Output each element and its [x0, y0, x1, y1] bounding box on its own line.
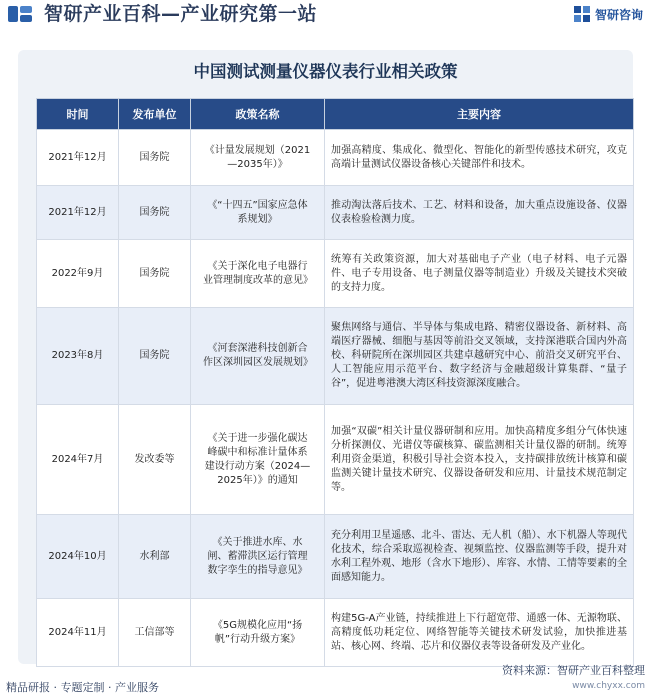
column-header-unit: 发布单位: [119, 99, 191, 130]
source-note: 资料来源：智研产业百科整理: [502, 664, 645, 677]
site-title: 智研产业百科—产业研究第一站: [44, 3, 318, 25]
footer-slogan: 精品研报 · 专题定制 · 产业服务: [6, 681, 159, 694]
cell-policy-name: 《关于推进水库、水闸、蓄滞洪区运行管理数字孪生的指导意见》: [191, 515, 325, 599]
logo-icon: [6, 3, 36, 25]
column-header-date: 时间: [37, 99, 119, 130]
cell-policy-name: 《计量发展规划（2021—2035年）》: [191, 130, 325, 186]
table-header-row: [37, 99, 634, 130]
cell-date: 2021年12月: [37, 186, 119, 240]
cell-unit: 国务院: [119, 240, 191, 308]
column-header-content: 主要内容: [325, 99, 634, 130]
brand-logo-icon: [573, 5, 591, 23]
cell-content: 聚焦网络与通信、半导体与集成电路、精密仪器设备、新材料、高端医疗器械、细胞与基因等前沿交叉领域，支持深港联合国内外高校、科研院所在深圳园区共建卓越研究中心、前沿交叉研究平台、人工智能应用示范平台、数字经济与金融超级计算集群、“量子谷”，促进粤港澳大湾区科技资源深度融合。: [325, 308, 634, 405]
cell-date: 2022年9月: [37, 240, 119, 308]
cell-content: 加强高精度、集成化、微型化、智能化的新型传感技术研究，攻克高端计量测试仪器设备核心关键部件和技术。: [325, 130, 634, 186]
cell-date: 2023年8月: [37, 308, 119, 405]
top-bar: [0, 0, 651, 28]
cell-unit: 国务院: [119, 308, 191, 405]
brand[interactable]: [573, 4, 643, 24]
cell-policy-name: 《河套深港科技创新合作区深圳园区发展规划》: [191, 308, 325, 405]
table-row: [37, 240, 634, 308]
cell-unit: 发改委等: [119, 405, 191, 515]
cell-unit: 工信部等: [119, 599, 191, 667]
table-row: [37, 130, 634, 186]
cell-policy-name: 《关于进一步强化碳达峰碳中和标准计量体系建设行动方案（2024—2025年）》的通知: [191, 405, 325, 515]
page-title: 中国测试测量仪器仪表行业相关政策: [193, 62, 458, 81]
table-row: [37, 186, 634, 240]
column-header-name: 政策名称: [191, 99, 325, 130]
cell-date: 2021年12月: [37, 130, 119, 186]
cell-date: 2024年7月: [37, 405, 119, 515]
cell-unit: 国务院: [119, 186, 191, 240]
cell-policy-name: 《“十四五”国家应急体系规划》: [191, 186, 325, 240]
policy-table: [36, 98, 634, 667]
table-row: [37, 599, 634, 667]
cell-policy-name: 《5G规模化应用“扬帆”行动升级方案》: [191, 599, 325, 667]
footer-url[interactable]: www.chyxx.com: [572, 681, 645, 691]
cell-policy-name: 《关于深化电子电器行业管理制度改革的意见》: [191, 240, 325, 308]
table-row: [37, 308, 634, 405]
cell-unit: 水利部: [119, 515, 191, 599]
table-row: [37, 405, 634, 515]
cell-content: 构建5G-A产业链，持续推进上下行超宽带、通感一体、无源物联、高精度低功耗定位、网络智能等关键技术研发试验，加快推进基站、核心网、终端、芯片和仪器仪表等设备研发及产业化。: [325, 599, 634, 667]
cell-unit: 国务院: [119, 130, 191, 186]
cell-date: 2024年11月: [37, 599, 119, 667]
cell-content: 统筹有关政策资源，加大对基础电子产业（电子材料、电子元器件、电子专用设备、电子测量仪器等制造业）升级及关键技术突破的支持力度。: [325, 240, 634, 308]
cell-content: 充分利用卫星遥感、北斗、雷达、无人机（船）、水下机器人等现代化技术，综合采取巡视检查、视频监控、仪器监测等手段，提升对水利工程外观、地形（含水下地形）、库容、水情、工情等要素的全面感知能力。: [325, 515, 634, 599]
cell-date: 2024年10月: [37, 515, 119, 599]
cell-content: 加强“双碳”相关计量仪器研制和应用。加快高精度多组分气体快速分析探测仪、光谱仪等碳核算、碳监测相关计量仪器的研制。统筹利用资金渠道，积极引导社会资本投入，支持碳排放统计核算和碳监测关键计量技术研究、仪器设备研发和应用、计量技术规范制定等。: [325, 405, 634, 515]
table-row: [37, 515, 634, 599]
cell-content: 推动淘汰落后技术、工艺、材料和设备，加大重点设施设备、仪器仪表检验检测力度。: [325, 186, 634, 240]
brand-name: 智研咨询: [594, 7, 643, 22]
